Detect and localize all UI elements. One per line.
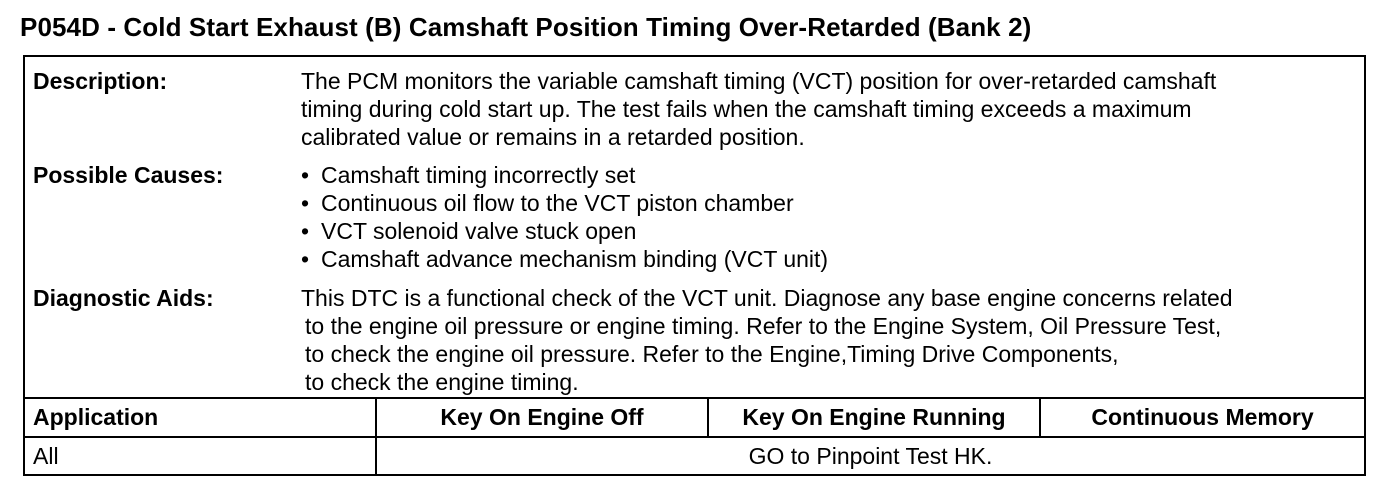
diagnostic-aids-line: to check the engine oil pressure. Refer to the Engine,Timing Drive Components, bbox=[305, 341, 1119, 367]
list-item bbox=[301, 217, 1351, 245]
table-header-koeo: Key On Engine Off bbox=[440, 404, 644, 430]
table-header-koer: Key On Engine Running bbox=[742, 404, 1006, 430]
table-column-divider bbox=[1039, 399, 1041, 436]
table-header-application: Application bbox=[33, 404, 159, 430]
description-line: The PCM monitors the variable camshaft timing (VCT) position for over-retarded camshaft bbox=[301, 68, 1217, 94]
table-column-divider bbox=[707, 399, 709, 436]
description-line: calibrated value or remains in a retarded position. bbox=[301, 124, 805, 150]
possible-causes-list bbox=[301, 161, 1351, 273]
list-item bbox=[301, 245, 1351, 273]
table-cell-action: GO to Pinpoint Test HK. bbox=[748, 443, 993, 469]
diagnostic-aids-line: to check the engine timing. bbox=[305, 369, 579, 395]
bullet-icon: • bbox=[301, 218, 310, 244]
diagnostic-aids-line: to the engine oil pressure or engine timing. Refer to the Engine System, Oil Pressure Test, bbox=[305, 313, 1222, 339]
bullet-icon: • bbox=[301, 246, 310, 272]
description-line: timing during cold start up. The test fails when the camshaft timing exceeds a maximum bbox=[301, 96, 1192, 122]
cause-text: Camshaft timing incorrectly set bbox=[321, 162, 636, 188]
cause-text: Camshaft advance mechanism binding (VCT unit) bbox=[321, 246, 829, 272]
table-cell-application: All bbox=[33, 443, 59, 469]
dtc-details bbox=[25, 57, 1364, 397]
bullet-icon: • bbox=[301, 190, 310, 216]
list-item bbox=[301, 161, 1351, 189]
description-label: Description: bbox=[33, 68, 168, 94]
diagnostic-aids-line: This DTC is a functional check of the VCT unit. Diagnose any base engine concerns related bbox=[301, 285, 1233, 311]
cause-text: VCT solenoid valve stuck open bbox=[321, 218, 637, 244]
dtc-info-box bbox=[23, 55, 1366, 476]
page-title: P054D - Cold Start Exhaust (B) Camshaft Position Timing Over-Retarded (Bank 2) bbox=[20, 12, 1032, 42]
description-text bbox=[301, 67, 1351, 151]
table-column-divider bbox=[375, 399, 377, 474]
application-table bbox=[25, 399, 1364, 474]
diagnostic-aids-label: Diagnostic Aids: bbox=[33, 285, 214, 311]
diagnostic-aids-text bbox=[301, 284, 1351, 396]
cause-text: Continuous oil flow to the VCT piston chamber bbox=[321, 190, 794, 216]
list-item bbox=[301, 189, 1351, 217]
bullet-icon: • bbox=[301, 162, 310, 188]
table-header-continuous-memory: Continuous Memory bbox=[1091, 404, 1314, 430]
possible-causes-label: Possible Causes: bbox=[33, 162, 224, 188]
